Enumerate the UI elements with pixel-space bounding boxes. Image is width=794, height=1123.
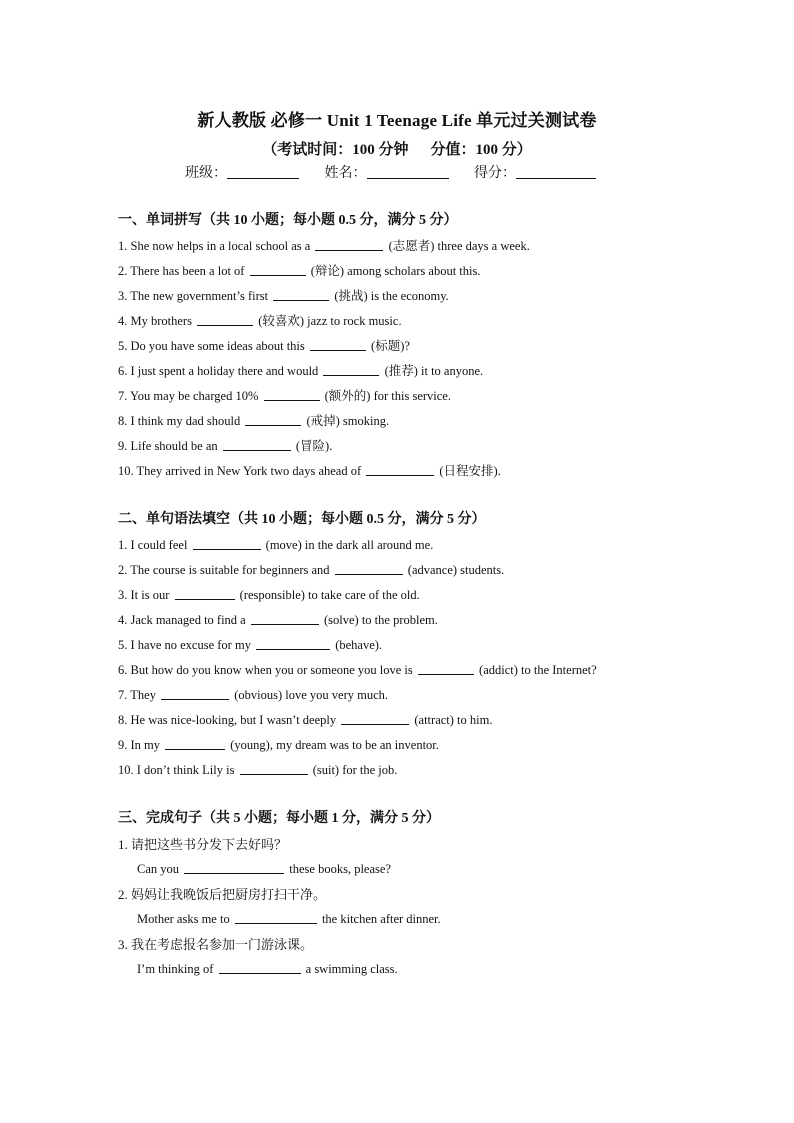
- exam-score: 分值：100 分）: [430, 142, 532, 158]
- sentence-text: I’m thinking of: [137, 962, 217, 976]
- question-text: 10. I don’t think Lily is: [118, 763, 238, 777]
- question-item: [118, 459, 678, 484]
- question-text: 10. They arrived in New York two days ahead of: [118, 464, 365, 478]
- answer-blank[interactable]: [273, 288, 329, 301]
- answer-blank[interactable]: [310, 338, 366, 351]
- answer-blank[interactable]: [315, 238, 383, 251]
- answer-blank[interactable]: [251, 612, 319, 625]
- exam-title: 新人教版 必修一 Unit 1 Teenage Life 单元过关测试卷: [197, 111, 597, 130]
- grade-label: 得分：: [474, 166, 516, 181]
- chinese-prompt: 1. 请把这些书分发下去好吗？: [118, 837, 288, 852]
- sentence-item: [118, 832, 678, 882]
- sentence-text: the kitchen after dinner.: [318, 912, 441, 926]
- sentence-text: Can you: [137, 862, 183, 876]
- sentence-item: [118, 882, 678, 932]
- question-text: 2. There has been a lot of: [118, 264, 248, 278]
- question-list: [118, 234, 678, 484]
- question-item: [118, 733, 678, 758]
- english-sentence: [118, 857, 678, 882]
- question-item: [118, 633, 678, 658]
- answer-blank[interactable]: [256, 637, 330, 650]
- student-info-row: [185, 162, 618, 182]
- answer-blank[interactable]: [161, 687, 229, 700]
- question-item: [118, 658, 678, 683]
- question-text: 3. The new government’s first: [118, 289, 272, 303]
- question-item: [118, 309, 678, 334]
- question-text: 2. The course is suitable for beginners and: [118, 563, 333, 577]
- question-item: [118, 758, 678, 783]
- question-item: [118, 683, 678, 708]
- question-item: [118, 359, 678, 384]
- exam-time: （考试时间：100 分钟: [262, 142, 409, 158]
- question-text: 6. I just spent a holiday there and would: [118, 364, 322, 378]
- answer-blank[interactable]: [245, 413, 301, 426]
- question-item: [118, 533, 678, 558]
- question-item: [118, 558, 678, 583]
- question-item: [118, 384, 678, 409]
- answer-blank[interactable]: [193, 537, 261, 550]
- question-text: (obvious) love you very much.: [231, 688, 389, 702]
- answer-blank[interactable]: [165, 737, 225, 750]
- question-item: [118, 608, 678, 633]
- answer-blank[interactable]: [197, 313, 253, 326]
- answer-blank[interactable]: [366, 463, 434, 476]
- question-item: [118, 708, 678, 733]
- answer-blank[interactable]: [235, 911, 317, 924]
- question-text: 7. You may be charged 10%: [118, 389, 262, 403]
- english-sentence: [118, 907, 678, 932]
- sentence-text: a swimming class.: [302, 962, 398, 976]
- answer-blank[interactable]: [335, 562, 403, 575]
- question-item: [118, 284, 678, 309]
- question-item: [118, 334, 678, 359]
- question-text: (advance) students.: [404, 563, 505, 577]
- sentence-text: Mother asks me to: [137, 912, 233, 926]
- grade-blank[interactable]: [516, 164, 596, 179]
- question-text: (addict) to the Internet?: [475, 663, 597, 677]
- question-text: (推荐) it to anyone.: [381, 364, 484, 378]
- section-heading: 二、单句语法填空（共 10 小题；每小题 0.5 分，满分 5 分）: [118, 512, 486, 527]
- question-text: 8. He was nice-looking, but I wasn’t deeply: [118, 713, 340, 727]
- question-item: [118, 583, 678, 608]
- english-sentence: [118, 957, 678, 982]
- question-text: (额外的) for this service.: [321, 389, 451, 403]
- answer-blank[interactable]: [264, 388, 320, 401]
- answer-blank[interactable]: [223, 438, 291, 451]
- answer-blank[interactable]: [341, 712, 409, 725]
- answer-blank[interactable]: [250, 263, 306, 276]
- question-text: 1. I could feel: [118, 538, 191, 552]
- question-text: 5. Do you have some ideas about this: [118, 339, 308, 353]
- question-item: [118, 434, 678, 459]
- question-item: [118, 259, 678, 284]
- section-heading: 三、完成句子（共 5 小题；每小题 1 分，满分 5 分）: [118, 811, 440, 826]
- question-text: 4. Jack managed to find a: [118, 613, 249, 627]
- question-text: 1. She now helps in a local school as a: [118, 239, 314, 253]
- question-text: (辩论) among scholars about this.: [307, 264, 481, 278]
- question-text: (较喜欢) jazz to rock music.: [255, 314, 402, 328]
- sentence-item: [118, 932, 678, 982]
- answer-blank[interactable]: [219, 961, 301, 974]
- question-text: 8. I think my dad should: [118, 414, 244, 428]
- answer-blank[interactable]: [323, 363, 379, 376]
- section-complete-sentences: [118, 806, 678, 982]
- name-blank[interactable]: [367, 164, 449, 179]
- name-label: 姓名：: [324, 166, 367, 181]
- question-text: (attract) to him.: [411, 713, 493, 727]
- question-text: 4. My brothers: [118, 314, 196, 328]
- question-text: (日程安排).: [436, 464, 501, 478]
- question-text: (behave).: [332, 638, 383, 652]
- question-text: (挑战) is the economy.: [331, 289, 449, 303]
- section-grammar-fill: [118, 507, 678, 783]
- section-heading: 一、单词拼写（共 10 小题；每小题 0.5 分，满分 5 分）: [118, 213, 458, 228]
- question-text: 3. It is our: [118, 588, 173, 602]
- question-text: (suit) for the job.: [309, 763, 398, 777]
- question-text: (responsible) to take care of the old.: [236, 588, 420, 602]
- question-text: (标题)?: [367, 339, 410, 353]
- question-text: (young), my dream was to be an inventor.: [227, 738, 439, 752]
- answer-blank[interactable]: [175, 587, 235, 600]
- question-text: (志愿者) three days a week.: [385, 239, 530, 253]
- question-text: 7. They: [118, 688, 160, 702]
- question-list: [118, 533, 678, 783]
- answer-blank[interactable]: [184, 861, 284, 874]
- class-field[interactable]: [185, 162, 299, 182]
- section-word-spelling: [118, 208, 678, 484]
- question-item: [118, 409, 678, 434]
- chinese-prompt: 3. 我在考虑报名参加一门游泳课。: [118, 937, 314, 952]
- question-text: (冒险).: [292, 439, 333, 453]
- name-field[interactable]: [325, 162, 449, 182]
- answer-blank[interactable]: [240, 762, 308, 775]
- class-blank[interactable]: [227, 164, 299, 179]
- exam-subtitle: [0, 138, 794, 159]
- question-text: 6. But how do you know when you or someone you love is: [118, 663, 416, 677]
- question-text: (戒掉) smoking.: [303, 414, 390, 428]
- sentence-text: these books, please?: [286, 862, 391, 876]
- question-text: (solve) to the problem.: [320, 613, 438, 627]
- question-text: (move) in the dark all around me.: [262, 538, 434, 552]
- question-text: 9. Life should be an: [118, 439, 221, 453]
- question-text: 9. In my: [118, 738, 164, 752]
- question-text: 5. I have no excuse for my: [118, 638, 255, 652]
- answer-blank[interactable]: [418, 662, 474, 675]
- grade-field[interactable]: [474, 162, 596, 182]
- question-item: [118, 234, 678, 259]
- class-label: 班级：: [185, 166, 227, 181]
- chinese-prompt: 2. 妈妈让我晚饭后把厨房打扫干净。: [118, 887, 327, 902]
